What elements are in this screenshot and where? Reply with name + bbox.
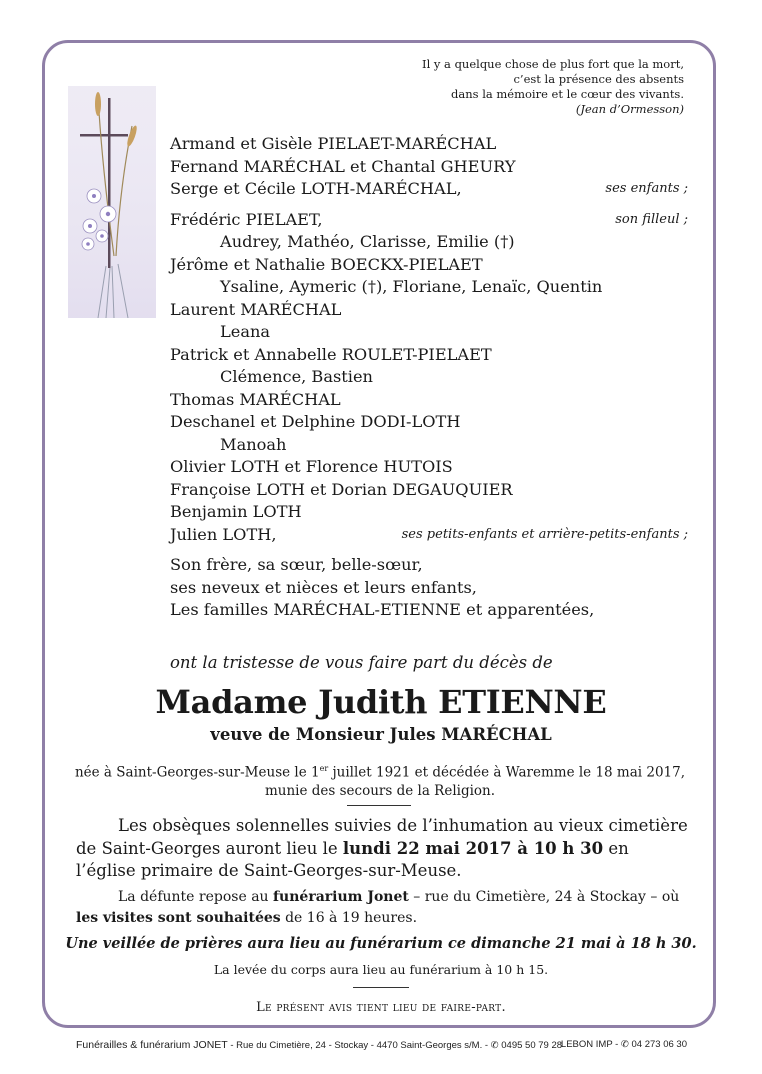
family-line: Deschanel et Delphine DODI-LOTH	[170, 412, 461, 431]
family-name: Frédéric PIELAET,	[170, 209, 323, 229]
widow-line: veuve de Monsieur Jules MARÉCHAL	[210, 725, 552, 744]
rest-text: de 16 à 19 heures.	[280, 910, 418, 926]
announcement-line: ont la tristesse de vous faire part du décès de	[170, 653, 553, 672]
family-line: Françoise LOTH et Dorian DEGAUQUIER	[170, 479, 513, 499]
funeral-paragraph	[76, 815, 688, 883]
rest-text: – rue du Cimetière, 24 à Stockay – où	[408, 889, 680, 905]
quote-author: (Jean d’Ormesson)	[575, 102, 684, 116]
visits-text: les visites sont souhaitées	[76, 910, 281, 926]
footer-funeral-home	[76, 1039, 562, 1051]
family-line: Benjamin LOTH	[170, 502, 302, 521]
family-line: Patrick et Annabelle ROULET-PIELAET	[170, 344, 492, 364]
birth-sup: er	[319, 764, 329, 773]
religion-line: munie des secours de la Religion.	[264, 782, 496, 799]
epigraph	[354, 57, 684, 117]
birth-death-info	[60, 760, 700, 800]
closing-line: Le présent avis tient lieu de faire-part.	[256, 1000, 506, 1015]
family-line: Armand et Gisèle PIELAET-MARÉCHAL	[170, 134, 497, 153]
quote-line: c’est la présence des absents	[513, 72, 684, 86]
deceased-name: Madame Judith ETIENNE	[155, 683, 607, 721]
godson-role: son filleul ;	[615, 211, 688, 227]
vigil-line: Une veillée de prières aura lieu au funérarium ce dimanche 21 mai à 18 h 30.	[65, 935, 697, 952]
funeral-text: en l’église primaire de Saint-Georges-sur-Meuse.	[76, 838, 629, 880]
family-line: ses neveux et nièces et leurs enfants,	[170, 577, 477, 597]
family-line: Audrey, Mathéo, Clarisse, Emilie (†)	[220, 232, 515, 251]
family-list	[170, 133, 688, 622]
family-line: Jérôme et Nathalie BOECKX-PIELAET	[170, 254, 483, 274]
funeral-date: lundi 22 mai 2017 à 10 h 30	[342, 838, 604, 858]
family-line: Olivier LOTH et Florence HUTOIS	[170, 457, 453, 476]
divider	[353, 987, 409, 988]
firm-name: Funérailles & funérarium JONET	[76, 1039, 228, 1051]
divider	[347, 805, 411, 806]
family-line: Son frère, sa sœur, belle-sœur,	[170, 555, 423, 574]
family-line: Thomas MARÉCHAL	[170, 389, 341, 409]
funeral-text: Les obsèques solennelles suivies de l’inhumation au vieux cimetière de Saint-Georges auront lieu le	[76, 816, 688, 858]
family-line: Leana	[220, 322, 271, 341]
footer-printer: LEBON IMP - ✆ 04 273 06 30	[560, 1039, 687, 1050]
family-name: Serge et Cécile LOTH-MARÉCHAL,	[170, 179, 462, 198]
family-line: Laurent MARÉCHAL	[170, 299, 342, 319]
family-line	[170, 524, 688, 547]
quote-line: dans la mémoire et le cœur des vivants.	[451, 87, 684, 101]
family-line: Ysaline, Aymeric (†), Floriane, Lenaïc, Quentin	[220, 277, 603, 296]
family-line	[170, 178, 688, 201]
funerarium-name: funérarium Jonet	[273, 889, 409, 905]
firm-address: - Rue du Cimetière, 24 - Stockay - 4470 Saint-Georges s/M. - ✆ 0495 50 79 28	[227, 1040, 563, 1051]
family-line: Clémence, Bastien	[220, 367, 373, 386]
family-line: Les familles MARÉCHAL-ETIENNE et apparentées,	[170, 600, 595, 619]
family-line: Manoah	[220, 434, 287, 454]
rest-text: La défunte repose au	[118, 889, 274, 905]
cross-flowers-image	[68, 86, 156, 318]
birth-text: née à Saint-Georges-sur-Meuse le 1	[74, 764, 320, 781]
family-line: Fernand MARÉCHAL et Chantal GHEURY	[170, 156, 516, 176]
quote-line: Il y a quelque chose de plus fort que la mort,	[422, 57, 684, 71]
family-line	[170, 209, 688, 232]
rest-paragraph	[76, 887, 688, 929]
family-name: Julien LOTH,	[170, 524, 277, 544]
children-role: ses enfants ;	[605, 181, 688, 196]
grandchildren-role: ses petits-enfants et arrière-petits-enfants ;	[401, 526, 688, 542]
levee-line: La levée du corps aura lieu au funérarium à 10 h 15.	[213, 962, 549, 977]
birth-text: juillet 1921 et décédée à Waremme le 18 mai 2017,	[328, 764, 686, 781]
